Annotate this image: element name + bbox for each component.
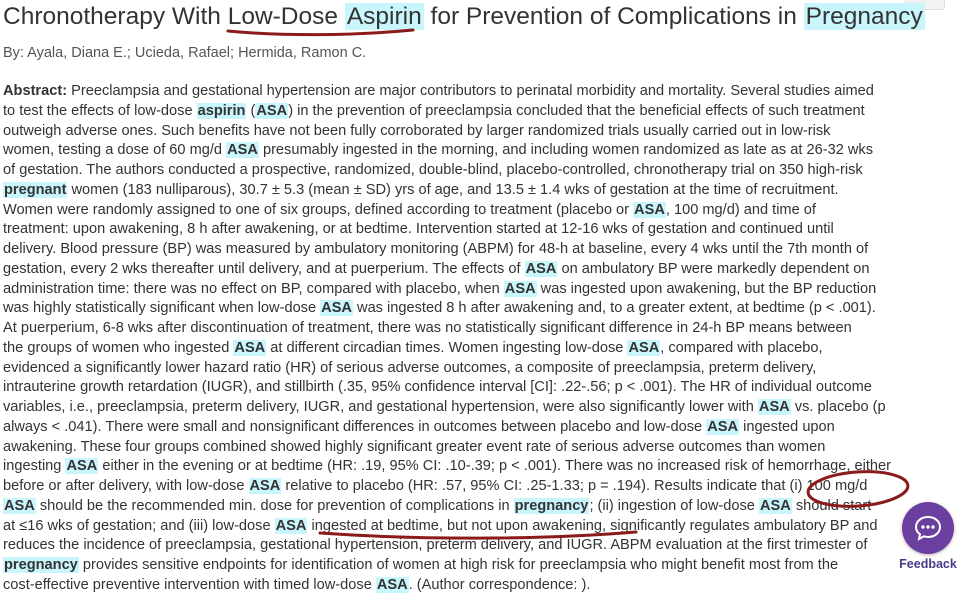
abstract-text: of gestation. The authors conducted a prospective, randomized, double-blind, placebo-controlled, chronotherapy trial on 350 high-risk (3, 162, 863, 178)
search-term-highlight: ASA (628, 339, 660, 356)
abstract (3, 82, 918, 596)
abstract-text: should be the recommended min. dose for prevention of complications in (35, 497, 514, 514)
abstract-text: reduces the incidence of preeclampsia, gestational hypertension, preterm delivery, and IUGR. ABPM evaluation at the first trimester of (3, 537, 868, 554)
abstract-text: at ≤16 wks of gestation; and (iii) low-dose (3, 517, 275, 534)
abstract-text: . (Author correspondence: ). (408, 576, 591, 593)
authors-line: By: Ayala, Diana E.; Ucieda, Rafael; Hermida, Ramon C. (3, 45, 367, 61)
abstract-text: , 100 mg/d) and time of (665, 201, 816, 218)
abstract-line (3, 556, 918, 576)
search-term-highlight: ASA (758, 399, 790, 415)
title-part: Chronotherapy With (3, 3, 228, 30)
abstract-line (3, 82, 918, 102)
abstract-text: , compared with placebo, (660, 339, 823, 356)
abstract-text: vs. placebo (p (790, 399, 886, 415)
abstract-text: Preeclampsia and gestational hypertension are major contributors to perinatal morbidity and mortality. Several studies aimed (67, 83, 874, 99)
abstract-text: treatment: upon awakening, 8 h after awakening, or at bedtime. Intervention started at 12-16 wks of gestation and continued until (3, 221, 834, 238)
abstract-line (3, 457, 918, 477)
abstract-line (3, 280, 918, 300)
title-part (338, 3, 345, 30)
abstract-text: always < .041). There were small and nonsignificant differences in outcomes between placebo and low-dose (3, 418, 707, 435)
abstract-text: ingested upon (739, 418, 835, 435)
abstract-text: cost-effective preventive intervention with timed low-dose (3, 576, 376, 593)
abstract-line (3, 141, 918, 161)
abstract-line (3, 359, 918, 379)
abstract-text: At puerperium, 6-8 wks after discontinuation of treatment, there was no statistically significant difference in 24-h BP means between (3, 320, 852, 336)
search-term-highlight: ASA (504, 280, 536, 297)
search-term-highlight: pregnancy (4, 557, 78, 573)
abstract-text: before or after delivery, with low-dose (3, 478, 249, 494)
abstract-line (3, 497, 918, 517)
abstract-text: provides sensitive endpoints for identification of women at high risk for preeclampsia who might benefit most from the (78, 557, 839, 573)
abstract-text: women (183 nulliparous), 30.7 ± 5.3 (mean ± SD) yrs of age, and 13.5 ± 1.4 wks of gestation at the time of recruitment. (67, 181, 839, 198)
abstract-line (3, 438, 918, 458)
abstract-text: was highly statistically significant when low-dose (3, 300, 321, 317)
search-term-highlight: pregnancy (514, 497, 589, 514)
abstract-line (3, 102, 918, 122)
feedback-label: Feedback (899, 557, 957, 571)
search-term-highlight: ASA (227, 142, 258, 159)
abstract-text: was ingested 8 h after awakening and, to a greater extent, at bedtime (p < .001). (352, 300, 876, 317)
abstract-text: evidenced a significantly lower hazard ratio (HR) of serious adverse outcomes, a composite of preeclampsia, preterm delivery, (3, 359, 817, 376)
abstract-label: Abstract: (3, 83, 68, 99)
abstract-text: intrauterine growth retardation (IUGR), and stillbirth (.35, 95% confidence interval [CI]: .22-.56; p < .001). The HR of individual outcome (3, 379, 872, 396)
abstract-line (3, 240, 918, 260)
abstract-line (3, 398, 918, 418)
abstract-text: at different circadian times. Women ingesting low-dose (266, 339, 628, 356)
abstract-text: ; (ii) ingestion of low-dose (589, 497, 759, 514)
search-term-highlight: ASA (249, 478, 281, 494)
abstract-text: Women were randomly assigned to one of six groups, defined according to treatment (placebo or (3, 201, 634, 218)
abstract-line (3, 299, 918, 319)
search-term-highlight: ASA (321, 300, 352, 317)
abstract-line (3, 339, 918, 359)
abstract-line (3, 536, 918, 556)
abstract-text: administration time: there was no effect on BP, compared with placebo, when (3, 280, 504, 297)
search-term-highlight: ASA (376, 576, 408, 593)
feedback-button[interactable] (902, 502, 954, 554)
abstract-text: on ambulatory BP were markedly dependent on (557, 260, 870, 277)
abstract-text: presumably ingested in the morning, and including women randomized as late as at 26-32 wks (258, 142, 873, 159)
abstract-line (3, 418, 918, 438)
abstract-text: ( (246, 102, 256, 119)
search-term-highlight: ASA (4, 497, 35, 514)
abstract-text: ingesting (3, 458, 66, 475)
search-term-highlight: ASA (275, 517, 307, 534)
article-title (3, 0, 925, 36)
search-term-highlight: ASA (634, 201, 665, 218)
search-term-highlight: ASA (256, 102, 288, 119)
title-highlight-aspirin: Aspirin (346, 3, 422, 30)
abstract-text: relative to placebo (HR: .57, 95% CI: .25-1.33; p = .194). Results indicate that (i) 100 mg/d (281, 478, 868, 494)
abstract-line (3, 201, 918, 221)
abstract-text: should start (791, 497, 872, 514)
search-term-highlight: aspirin (197, 102, 246, 119)
abstract-line (3, 378, 918, 398)
abstract-line (3, 576, 918, 596)
abstract-text: was ingested upon awakening, but the BP reduction (536, 280, 877, 297)
abstract-text: awakening. These four groups combined showed highly significant greater event rate of serious adverse outcomes than women (3, 438, 826, 455)
abstract-body (3, 82, 918, 596)
search-term-highlight: pregnant (4, 181, 67, 198)
abstract-text: ingested at bedtime, but not upon awakening, significantly regulates ambulatory BP and (307, 517, 878, 534)
abstract-line (3, 517, 918, 537)
search-term-highlight: ASA (759, 497, 791, 514)
abstract-text: variables, i.e., preeclampsia, preterm delivery, IUGR, and gestational hypertension, were also significantly lower with (3, 399, 758, 415)
abstract-text: to test the effects of low-dose (3, 102, 197, 119)
abstract-line (3, 122, 918, 142)
search-term-highlight: ASA (234, 339, 266, 356)
abstract-text: ) in the prevention of preeclampsia concluded that the beneficial effects of such treatment (288, 102, 865, 119)
abstract-line (3, 161, 918, 181)
search-term-highlight: ASA (707, 418, 739, 435)
abstract-text: delivery. Blood pressure (BP) was measured by ambulatory monitoring (ABPM) for 48-h at baseline, every 4 wks until the 7th month of (3, 241, 869, 257)
abstract-line (3, 220, 918, 240)
feedback-widget[interactable] (895, 502, 961, 571)
title-part: Low-Dose (227, 3, 338, 30)
abstract-text: outweigh adverse ones. Such benefits have not been fully corroborated by larger randomized trials usually carried out in low-risk (3, 122, 831, 139)
abstract-line (3, 260, 918, 280)
abstract-line (3, 181, 918, 201)
search-term-highlight: ASA (525, 260, 557, 277)
chat-bubble-icon (913, 513, 943, 543)
abstract-line (3, 319, 918, 339)
abstract-text: gestation, every 2 wks thereafter until delivery, and at puerperium. The effects of (3, 260, 525, 277)
abstract-text: the groups of women who ingested (3, 339, 234, 356)
search-term-highlight: ASA (66, 458, 98, 475)
abstract-text: either in the evening or at bedtime (HR: .19, 95% CI: .10-.39; p < .001). There was no increased risk of hemorrhage, either (98, 458, 891, 475)
title-part: for Prevention of Complications in (423, 3, 804, 30)
abstract-line (3, 477, 918, 497)
title-highlight-pregnancy: Pregnancy (805, 3, 923, 30)
abstract-text: women, testing a dose of 60 mg/d (3, 142, 227, 159)
